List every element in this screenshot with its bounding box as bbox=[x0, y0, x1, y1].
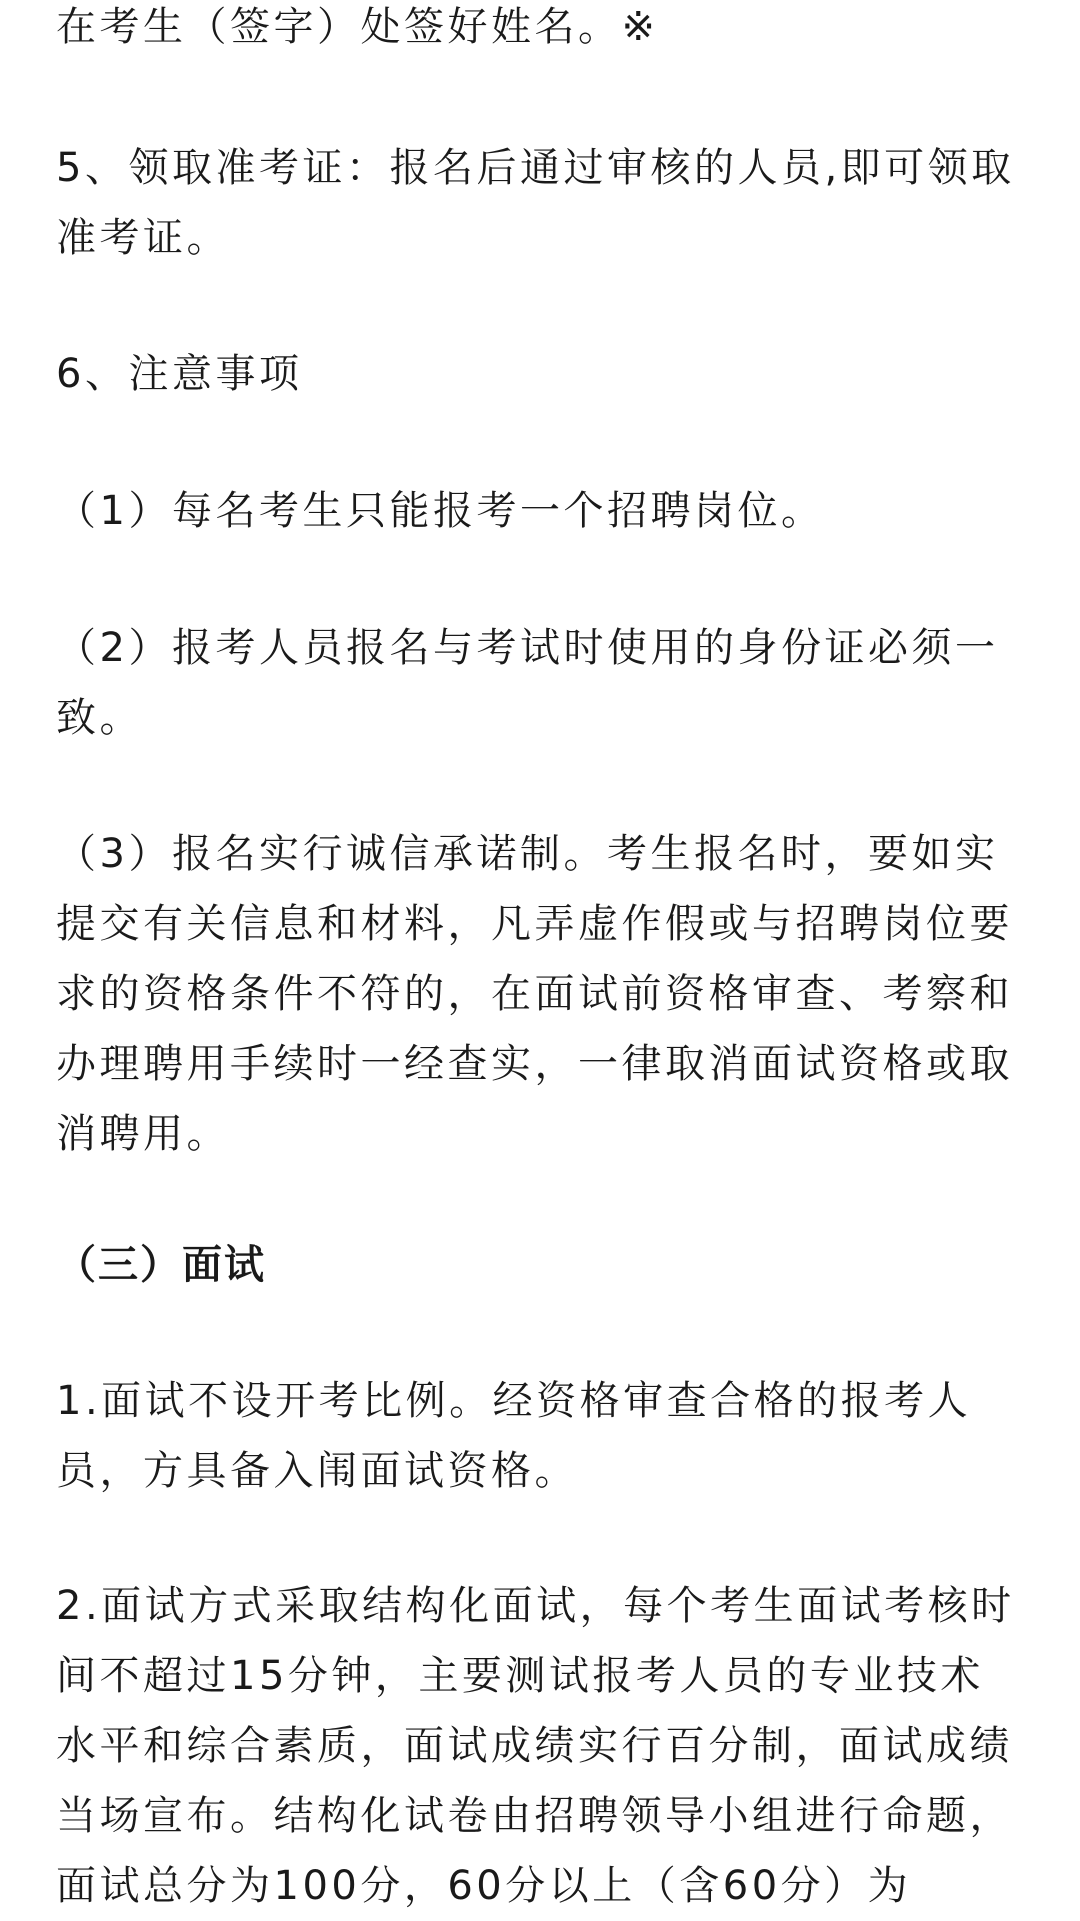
paragraph-signature-note: 在考生（签字）处签好姓名。※ bbox=[56, 4, 659, 50]
section-heading-interview: （三）面试 bbox=[56, 1242, 266, 1288]
paragraph-interview-1: 1.面试不设开考比例。经资格审查合格的报考人员，方具备入闱面试资格。 bbox=[56, 1378, 972, 1494]
paragraph-note-2: （2）报考人员报名与考试时使用的身份证必须一致。 bbox=[56, 625, 999, 741]
paragraph-admission-ticket: 5、领取准考证：报名后通过审核的人员,即可领取准考证。 bbox=[56, 145, 1015, 261]
paragraph-interview-2: 2.面试方式采取结构化面试，每个考生面试考核时间不超过15分钟，主要测试报考人员的专业技术水平和综合素质，面试成绩实行百分制，面试成绩当场宣布。结构化试卷由招聘领导小组进行命题，面试总分为100分，60分以上（含60分）为 bbox=[56, 1583, 1015, 1909]
paragraph-note-1: （1）每名考生只能报考一个招聘岗位。 bbox=[56, 488, 825, 534]
paragraph-note-3: （3）报名实行诚信承诺制。考生报名时，要如实提交有关信息和材料，凡弄虚作假或与招聘岗位要求的资格条件不符的，在面试前资格审查、考察和办理聘用手续时一经查实，一律取消面试资格或取消聘用。 bbox=[56, 831, 1013, 1157]
paragraph-notes-heading: 6、注意事项 bbox=[56, 351, 303, 397]
